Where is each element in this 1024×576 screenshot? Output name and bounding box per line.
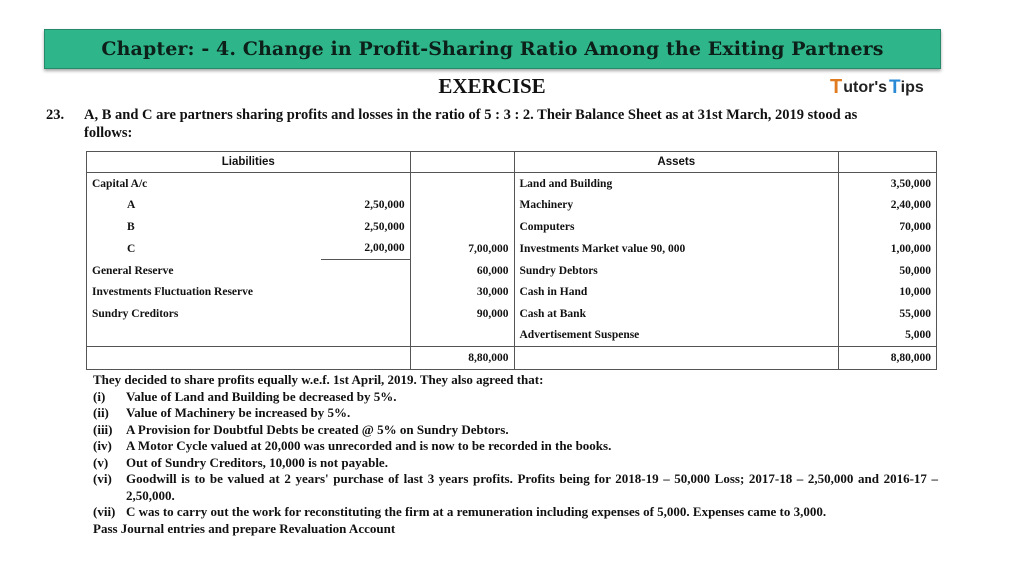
notes-closing: Pass Journal entries and prepare Revaluation Account [93, 520, 396, 536]
item-text: Goodwill is to be valued at 2 years' purchase of last 3 years profits. Profits being for 2018-19 – 50,000 Loss; 2017-18 – 2,50,000 and 2016-17 – 2,50,000. [126, 471, 938, 503]
liability-amount [410, 325, 514, 347]
table-row [87, 195, 937, 217]
question [46, 106, 866, 142]
totals-blank [87, 347, 411, 370]
liability-sub-amount [321, 282, 410, 304]
liability-sub-amount [321, 173, 410, 195]
chapter-banner [44, 29, 941, 69]
question-text: A, B and C are partners sharing profits and losses in the ratio of 5 : 3 : 2. Their Balance Sheet as at 31st March, 2019 stood as follows: [84, 107, 858, 141]
liability-sub-amount: 2,50,000 [321, 216, 410, 238]
table-row [87, 238, 937, 260]
asset-name: Land and Building [514, 173, 839, 195]
assets-amount-header [839, 152, 937, 173]
liability-amount: 7,00,000 [410, 238, 514, 260]
table-header-row [87, 152, 937, 173]
item-text: C was to carry out the work for reconstituting the firm at a remuneration including expenses of 5,000. Expenses came to 3,000. [126, 504, 827, 519]
table-row [87, 282, 937, 304]
asset-name: Investments Market value 90, 000 [514, 238, 839, 260]
asset-amount: 70,000 [839, 216, 937, 238]
total-assets: 8,80,000 [839, 347, 937, 370]
logo-letter-t2: T [889, 76, 901, 98]
tutors-tips-logo [830, 76, 924, 99]
asset-name: Machinery [514, 195, 839, 217]
asset-amount: 3,50,000 [839, 173, 937, 195]
item-text: Value of Land and Building be decreased by 5%. [126, 388, 397, 404]
item-text: Value of Machinery be increased by 5%. [126, 405, 351, 420]
asset-amount: 1,00,000 [839, 238, 937, 260]
asset-amount: 10,000 [839, 282, 937, 304]
item-label: (ii) [93, 405, 109, 420]
item-text: Out of Sundry Creditors, 10,000 is not payable. [126, 454, 388, 470]
liability-name [87, 325, 322, 347]
liability-sub-amount: 2,00,000 [321, 238, 410, 260]
asset-name: Cash at Bank [514, 303, 839, 325]
item-text: A Provision for Doubtful Debts be created @ 5% on Sundry Debtors. [126, 421, 509, 437]
item-label: (iii) [93, 421, 113, 437]
liability-amount: 30,000 [410, 282, 514, 304]
balance-sheet-table [86, 151, 937, 370]
item-label: (v) [93, 454, 109, 470]
liability-amount: 90,000 [410, 303, 514, 325]
liability-name: B [87, 216, 322, 238]
liability-amount [410, 216, 514, 238]
assets-header: Assets [514, 152, 839, 173]
notes-intro: They decided to share profits equally w.e.f. 1st April, 2019. They also agreed that: [93, 372, 544, 387]
item-label: (iv) [93, 438, 112, 453]
liability-sub-amount [321, 260, 410, 282]
table-row [87, 173, 937, 195]
list-item [93, 455, 938, 472]
liability-name: A [87, 195, 322, 217]
list-item [93, 504, 938, 521]
table-row [87, 260, 937, 282]
totals-blank-assets [514, 347, 839, 370]
liability-amount: 60,000 [410, 260, 514, 282]
liabilities-header: Liabilities [87, 152, 411, 173]
liability-name: Sundry Creditors [87, 303, 322, 325]
table-row [87, 216, 937, 238]
question-number: 23. [46, 107, 65, 123]
item-label: (i) [93, 388, 106, 404]
logo-letter-t: T [830, 76, 843, 98]
asset-name: Computers [514, 216, 839, 238]
liability-sub-amount [321, 303, 410, 325]
liability-amount [410, 195, 514, 217]
item-text: A Motor Cycle valued at 20,000 was unrecorded and is now to be recorded in the books. [126, 438, 612, 453]
table-row [87, 325, 937, 347]
table-row [87, 303, 937, 325]
total-liabilities: 8,80,000 [410, 347, 514, 370]
asset-amount: 55,000 [839, 303, 937, 325]
liability-sub-amount [321, 325, 410, 347]
asset-name: Advertisement Suspense [514, 325, 839, 347]
logo-text-utors: utor's [843, 78, 888, 96]
liability-name: Capital A/c [87, 173, 322, 195]
liability-name: Investments Fluctuation Reserve [87, 282, 322, 304]
exercise-heading: EXERCISE [438, 74, 546, 98]
list-item [93, 422, 938, 439]
list-item [93, 471, 938, 504]
list-item [93, 389, 938, 406]
item-label: (vi) [93, 471, 112, 486]
asset-name: Sundry Debtors [514, 260, 839, 282]
asset-name: Cash in Hand [514, 282, 839, 304]
logo-text-ips: ips [900, 78, 924, 96]
list-item [93, 438, 938, 455]
asset-amount: 2,40,000 [839, 195, 937, 217]
liability-name: General Reserve [87, 260, 322, 282]
chapter-title: Chapter: - 4. Change in Profit-Sharing Ratio Among the Exiting Partners [101, 38, 884, 60]
asset-amount: 50,000 [839, 260, 937, 282]
totals-row [87, 347, 937, 370]
question-notes [93, 372, 938, 537]
liability-amount [410, 173, 514, 195]
liability-name: C [87, 238, 322, 260]
liability-sub-amount: 2,50,000 [321, 195, 410, 217]
list-item [93, 405, 938, 422]
liabilities-amount-header [410, 152, 514, 173]
item-label: (vii) [93, 504, 116, 519]
asset-amount: 5,000 [839, 325, 937, 347]
